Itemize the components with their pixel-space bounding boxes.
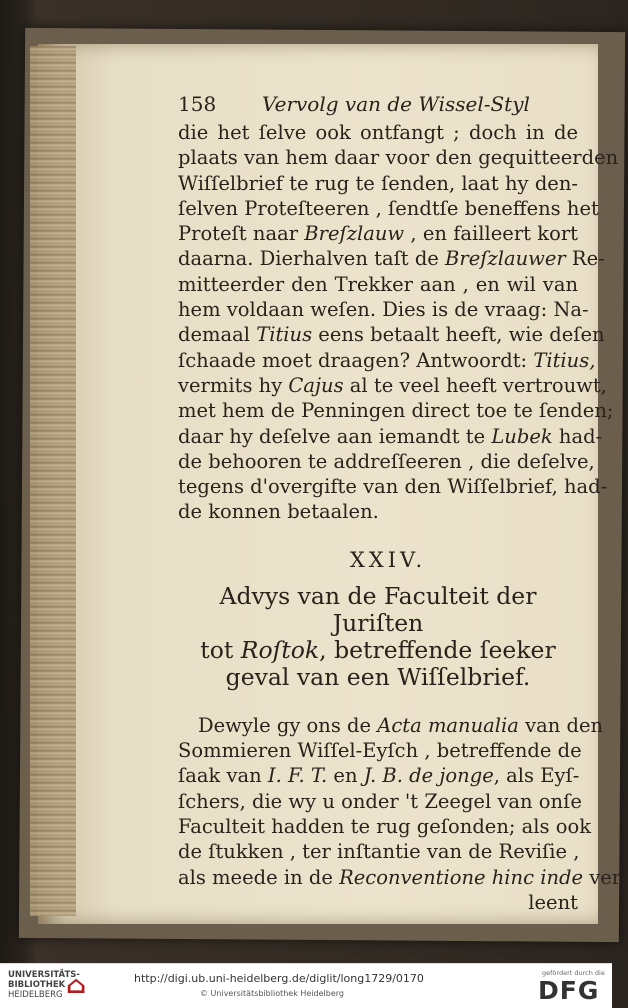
text-line: ſaak van I. F. T. en J. B. de jonge, als Eyſ- <box>178 764 580 788</box>
copyright-notice: © Universitätsbibliothek Heidelberg <box>200 989 345 998</box>
library-emblem-icon: ⌂ <box>66 970 87 999</box>
catchword: leent <box>528 890 578 914</box>
text-line: de konnen betaalen. <box>178 500 379 524</box>
text-line: Dewyle gy ons de Acta manualia van den <box>198 713 604 737</box>
italic-term: Breſzlauwer <box>445 247 566 271</box>
italic-term: Titius, <box>533 348 596 372</box>
title-line: tot Roſtok, betreffende ſeeker <box>200 635 556 664</box>
text-line: Sommieren Wiſſel-Eyſch , betreffende de <box>178 739 582 763</box>
permalink-url[interactable]: http://digi.ub.uni-heidelberg.de/diglit/long1729/0170 <box>134 972 424 985</box>
text-line: daar hy deſelve aan iemandt te Lubek had- <box>178 424 603 448</box>
text-line: vermits hy Cajus al te veel heeft vertrouwt, <box>178 373 607 397</box>
section-number: XXIV. <box>349 547 427 572</box>
text-line: mitteerder den Trekker aan , en wil van <box>178 272 578 296</box>
text-line: Faculteit hadden te rug geſonden; als ook <box>178 814 592 838</box>
text-line: Proteſt naar Breſzlauw , en failleert kort <box>178 222 578 246</box>
text-line: ſelven Proteſteeren , ſendtſe beneffens het <box>178 196 599 220</box>
text-line: Wiſſelbrief te rug te ſenden, laat hy den- <box>178 171 578 195</box>
paragraph-1 <box>178 120 619 525</box>
text-line: ſchaade moet draagen? Antwoordt: Titius, <box>178 348 596 372</box>
text-line: plaats van hem daar voor den gequitteerden <box>178 146 619 170</box>
dfg-logo[interactable]: DFG <box>538 976 600 1005</box>
italic-term: Cajus <box>288 373 344 397</box>
text-line: daarna. Dierhalven taſt de Breſzlauwer Re- <box>178 247 605 271</box>
text-line: met hem de Penningen direct toe te ſenden; <box>178 399 614 423</box>
worn-page-edge <box>30 46 76 916</box>
text-line: hem voldaan weſen. Dies is de vraag: Na- <box>178 298 589 322</box>
viewer-footer <box>0 963 612 1008</box>
running-head-title: Vervolg van de Wissel-Styl <box>262 92 530 116</box>
page-number: 158 <box>178 92 217 116</box>
text-line: de ſtukken , ter inſtantie van de Reviſie , <box>178 840 580 864</box>
running-header <box>178 92 578 120</box>
section-title <box>178 583 578 691</box>
italic-term: Breſzlauw <box>304 222 405 246</box>
university-library-logo[interactable]: UNIVERSITÄTS- BIBLIOTHEK HEIDELBERG <box>8 970 80 1000</box>
paragraph-2 <box>178 713 628 915</box>
page-text <box>178 92 628 915</box>
italic-term: Lubek <box>491 424 553 448</box>
title-line: geval van een Wiſſelbrief. <box>225 662 531 691</box>
text-line: als meede in de Reconventione hinc inde ver- <box>178 865 628 889</box>
title-line: Advys van de Faculteit der Juriſten <box>219 581 537 637</box>
text-line: tegens d'overgifte van den Wiſſelbrief, had- <box>178 475 608 499</box>
text-line: de behooren te addreſſeeren , die deſelve, <box>178 449 595 473</box>
funding-label: gefördert durch die <box>542 969 605 977</box>
text-line: demaal Titius eens betaalt heeft, wie deſen <box>178 323 605 347</box>
text-line: ſchers, die wy u onder 't Zeegel van onſe <box>178 789 582 813</box>
italic-term: Titius <box>256 323 313 347</box>
text-line: die het ſelve ook ontfangt ; doch in de <box>178 121 578 144</box>
